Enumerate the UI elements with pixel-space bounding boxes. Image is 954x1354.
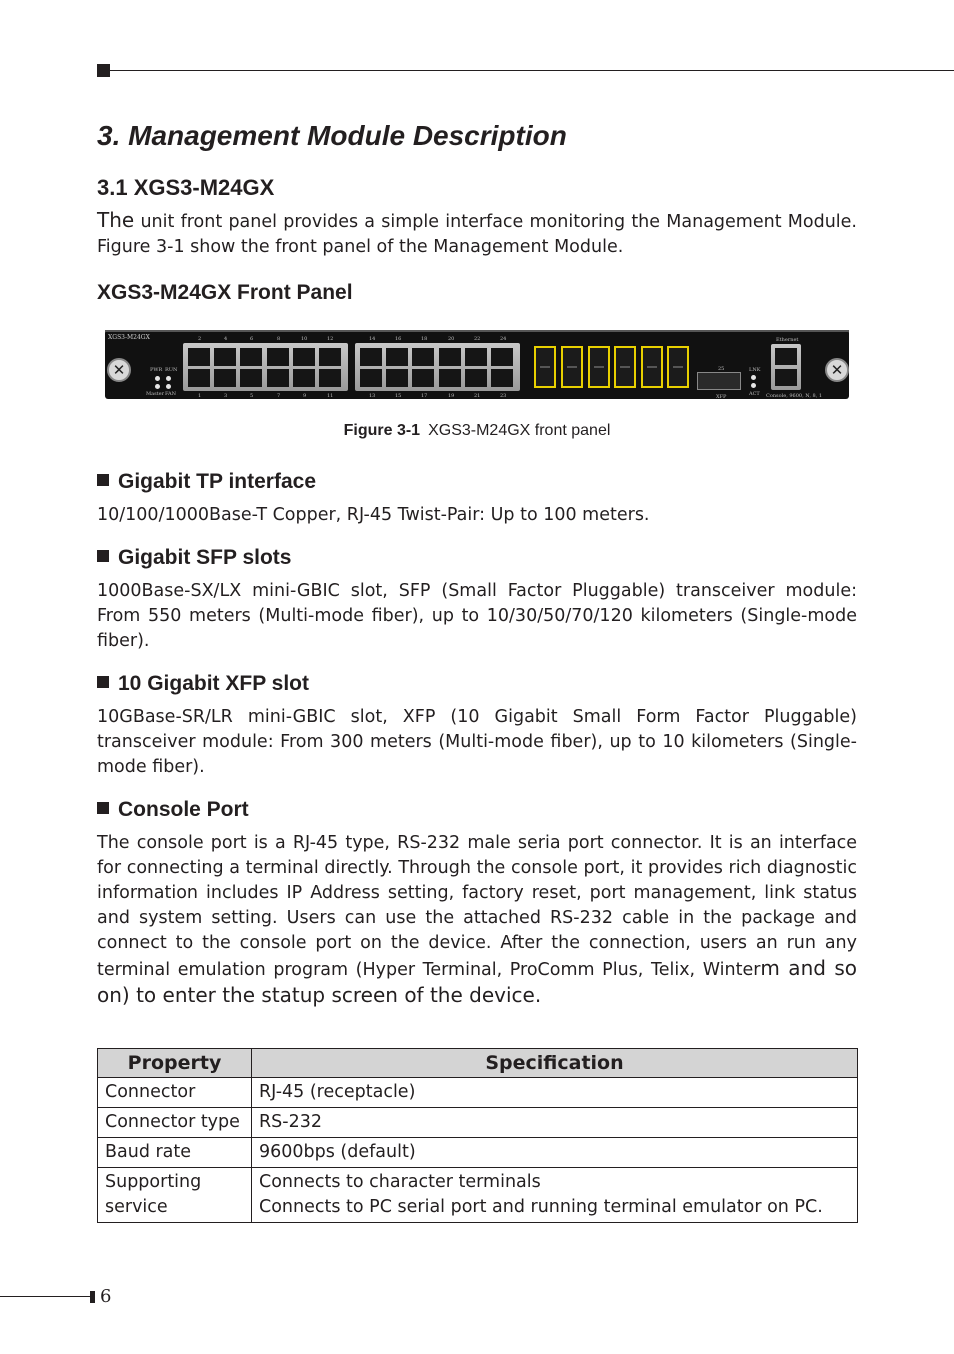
panel-top-edge xyxy=(105,330,849,332)
rj45-port xyxy=(319,369,341,387)
act-label: ACT xyxy=(749,391,760,397)
intro-lead-word: The xyxy=(97,208,135,232)
bullet-heading-sfp xyxy=(97,546,291,570)
port-number: 22 xyxy=(474,336,481,342)
led-fan xyxy=(166,384,171,389)
rj45-port xyxy=(214,369,236,387)
rj45-port xyxy=(412,348,434,366)
port-number: 19 xyxy=(448,393,455,399)
console-label: Console, 9600, N, 8, 1 xyxy=(766,393,823,399)
bullet-square-icon xyxy=(97,474,109,486)
sfp-slot xyxy=(588,346,610,388)
rj45-port xyxy=(412,369,434,387)
xfp-slot xyxy=(697,372,741,390)
port-number: 16 xyxy=(395,336,402,342)
spec-line: Connects to character terminals xyxy=(259,1172,541,1192)
spec-cell xyxy=(252,1168,858,1223)
left-screw-icon: ✕ xyxy=(107,358,131,382)
spec-line: Connects to PC serial port and running terminal emulator on PC. xyxy=(259,1197,823,1217)
bullet-square-icon xyxy=(97,676,109,688)
rj45-port xyxy=(465,369,487,387)
rj45-port xyxy=(439,348,461,366)
port-number: 3 xyxy=(224,393,228,399)
port-number: 4 xyxy=(224,336,228,342)
panel-model-label: XGS3-M24GX xyxy=(108,334,150,341)
bullet-heading-tp xyxy=(97,470,316,494)
led-label-master: Master xyxy=(146,391,165,397)
sfp-slot-group xyxy=(531,343,693,391)
figure-caption-label: Figure 3-1 xyxy=(343,422,421,439)
rj45-port xyxy=(439,369,461,387)
rj45-port xyxy=(360,369,382,387)
lnk-label: LNK xyxy=(749,367,761,373)
bullet-text-xfp: 10GBase-SR/LR mini-GBIC slot, XFP (10 Gigabit Small Form Factor Pluggable) transceiver module: From 300 meters (Multi-mode fiber), up to 10 kilometers (Single-mode fiber). xyxy=(97,707,857,777)
property-cell: Supporting service xyxy=(98,1168,252,1223)
led-label-fan: FAN xyxy=(165,391,177,397)
port-number: 23 xyxy=(500,393,507,399)
port-number: 17 xyxy=(421,393,428,399)
bullet-title: Gigabit TP interface xyxy=(118,470,316,493)
port-number: 5 xyxy=(250,393,254,399)
table-header-row xyxy=(98,1049,858,1078)
footer-marker xyxy=(90,1291,95,1303)
property-cell: Connector type xyxy=(98,1108,252,1138)
port-number: 14 xyxy=(369,336,376,342)
footer-rule xyxy=(0,1296,90,1297)
port-number: 8 xyxy=(277,336,281,342)
bullet-text-tp: 10/100/1000Base-T Copper, RJ-45 Twist-Pair: Up to 100 meters. xyxy=(97,505,650,525)
bullet-title: 10 Gigabit XFP slot xyxy=(118,672,309,695)
console-text-main: The console port is a RJ-45 type, RS-232 male seria port connector. It is an interface for connecting a terminal directly. Through the console port, it provides rich diagnostic information includes IP Address setting, factory reset, port management, link status and system setting. Users can use the attached RS-232 cable in the package and connect to the console port on the device. After the connection, users an run any terminal emulation program (Hyper Terminal, ProComm Plus, Telix, Winter xyxy=(97,833,857,980)
bullet-title: Console Port xyxy=(118,798,249,821)
port-number: 24 xyxy=(500,336,507,342)
sfp-slot xyxy=(614,346,636,388)
rj45-port xyxy=(293,348,315,366)
rj45-port xyxy=(267,369,289,387)
bullet-title: Gigabit SFP slots xyxy=(118,546,292,569)
rj45-port xyxy=(386,348,408,366)
rj45-port xyxy=(293,369,315,387)
port-number: 10 xyxy=(301,336,308,342)
port-number: 11 xyxy=(327,393,334,399)
figure-caption-text: XGS3-M24GX front panel xyxy=(428,422,611,439)
ethernet-port xyxy=(775,348,797,365)
ethernet-label: Ethernet xyxy=(776,337,799,343)
rj45-port xyxy=(240,348,262,366)
table-row xyxy=(98,1108,858,1138)
rj45-port xyxy=(214,348,236,366)
spec-cell: RJ-45 (receptacle) xyxy=(252,1078,858,1108)
rj45-port xyxy=(240,369,262,387)
intro-text: unit front panel provides a simple interface monitoring the Management Module. Figure 3-1 show the front panel of the Management Module. xyxy=(97,212,857,257)
rj45-port xyxy=(188,369,210,387)
header-marker xyxy=(97,64,110,77)
spec-cell: 9600bps (default) xyxy=(252,1138,858,1168)
sfp-slot xyxy=(534,346,556,388)
port-number: 6 xyxy=(250,336,254,342)
xfp-label: XFP xyxy=(716,394,727,400)
lnk-led xyxy=(751,375,756,380)
column-header-specification: Specification xyxy=(252,1049,858,1078)
console-spec-table xyxy=(97,1048,858,1223)
rj45-block-1 xyxy=(183,343,348,391)
ethernet-console-block xyxy=(771,344,801,390)
rj45-port xyxy=(491,369,513,387)
port-number: 1 xyxy=(198,393,202,399)
figure-caption xyxy=(0,422,954,440)
front-panel-heading: XGS3-M24GX Front Panel xyxy=(97,281,353,304)
port-number: 7 xyxy=(277,393,281,399)
led-pwr xyxy=(155,376,160,381)
port-number: 13 xyxy=(369,393,376,399)
section-subtitle: 3.1 XGS3-M24GX xyxy=(97,175,275,200)
property-cell: Baud rate xyxy=(98,1138,252,1168)
table-row xyxy=(98,1138,858,1168)
spec-cell: RS-232 xyxy=(252,1108,858,1138)
column-header-property: Property xyxy=(98,1049,252,1078)
sfp-slot xyxy=(667,346,689,388)
act-led xyxy=(751,383,756,388)
port-number: 20 xyxy=(448,336,455,342)
rj45-port xyxy=(386,369,408,387)
led-master xyxy=(155,384,160,389)
chapter-title: 3. Management Module Description xyxy=(97,120,567,151)
port-number: 18 xyxy=(421,336,428,342)
led-run xyxy=(166,376,171,381)
table-row xyxy=(98,1168,858,1223)
page-number: 6 xyxy=(100,1286,112,1307)
port-number: 21 xyxy=(474,393,481,399)
console-text-big: m and so on) to enter the statup screen of the device. xyxy=(97,956,857,1007)
property-cell: Connector xyxy=(98,1078,252,1108)
port-number: 15 xyxy=(395,393,402,399)
intro-paragraph xyxy=(97,208,857,260)
sfp-slot xyxy=(561,346,583,388)
led-label-pwr: PWR xyxy=(150,367,163,373)
table-row xyxy=(98,1078,858,1108)
rj45-port xyxy=(267,348,289,366)
port-number: 9 xyxy=(303,393,307,399)
header-rule xyxy=(110,70,954,71)
rj45-port xyxy=(465,348,487,366)
bullet-text-console xyxy=(97,831,857,1010)
rj45-port xyxy=(360,348,382,366)
sfp-slot xyxy=(641,346,663,388)
bullet-square-icon xyxy=(97,550,109,562)
rj45-port xyxy=(319,348,341,366)
bullet-heading-console xyxy=(97,798,249,822)
port-number: 12 xyxy=(327,336,334,342)
bullet-square-icon xyxy=(97,802,109,814)
rj45-block-2 xyxy=(355,343,520,391)
xfp-port-number: 25 xyxy=(718,366,725,372)
bullet-heading-xfp xyxy=(97,672,309,696)
right-screw-icon: ✕ xyxy=(825,358,849,382)
console-port xyxy=(775,369,797,386)
bullet-text-sfp: 1000Base-SX/LX mini-GBIC slot, SFP (Small Factor Pluggable) transceiver module: From 550 meters (Multi-mode fiber), up to 10/30/50/70/120 kilometers (Single-mode fiber). xyxy=(97,581,857,651)
rj45-port xyxy=(491,348,513,366)
rj45-port xyxy=(188,348,210,366)
port-number: 2 xyxy=(198,336,202,342)
led-label-run: RUN xyxy=(165,367,178,373)
